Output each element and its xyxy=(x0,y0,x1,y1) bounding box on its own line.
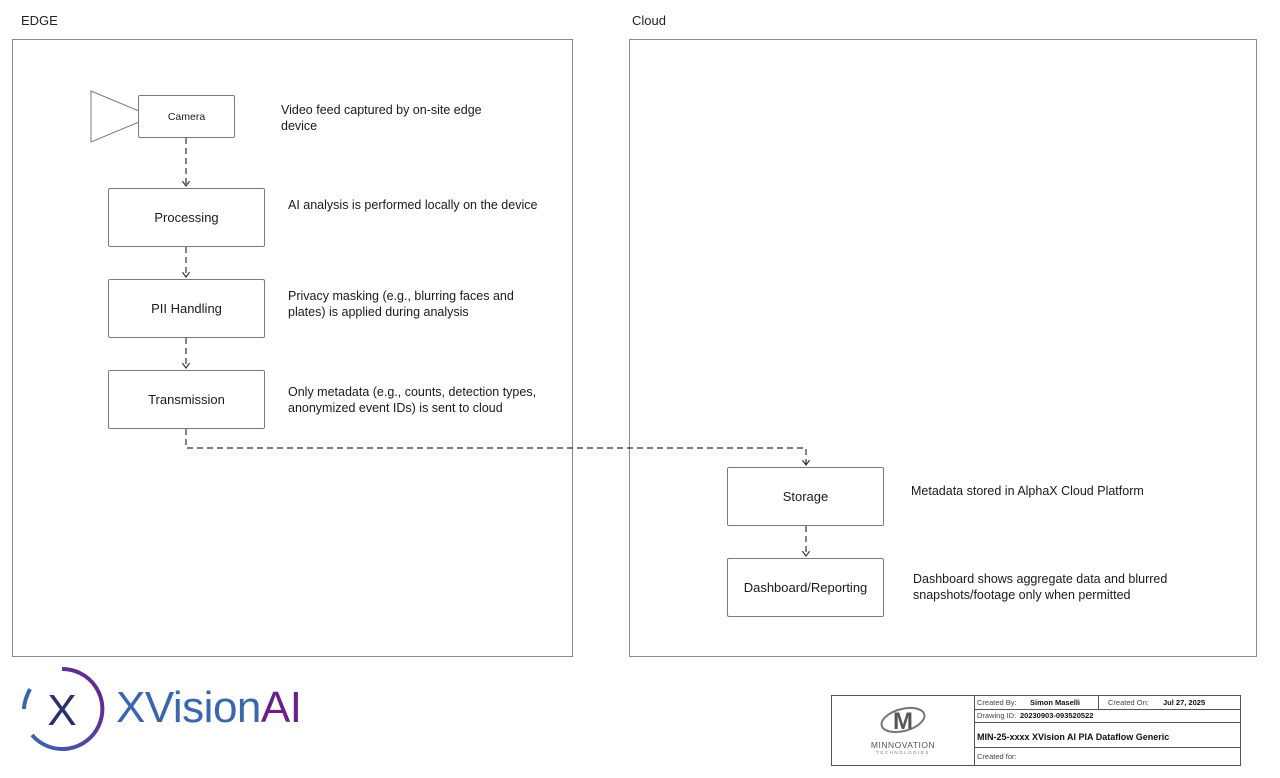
xvision-mark-icon xyxy=(16,663,108,755)
xvision-wordmark: XVisionAI xyxy=(116,683,302,732)
title-block xyxy=(831,695,1241,766)
xvision-logo xyxy=(16,663,356,755)
title-block-row-created xyxy=(974,696,1240,710)
drawing-id-label: Drawing ID: xyxy=(977,711,1017,720)
processing-description: AI analysis is performed locally on the device xyxy=(288,198,538,212)
edge-zone-label: EDGE xyxy=(21,13,58,28)
transmission-node[interactable] xyxy=(108,370,265,429)
camera-node-label: Camera xyxy=(167,110,206,123)
camera-node[interactable] xyxy=(138,95,235,138)
title-block-row-drawing xyxy=(974,709,1240,723)
title-block-row-created-for xyxy=(974,747,1240,765)
company-name: MINNOVATION xyxy=(870,740,936,750)
processing-node-label: Processing xyxy=(154,210,219,225)
dashboard-reporting-node[interactable] xyxy=(727,558,884,617)
xvision-mark-letter: X xyxy=(47,686,77,735)
minnovation-logo-icon xyxy=(878,704,928,736)
drawing-id-value: 20230903-093520522 xyxy=(1020,711,1094,720)
transmission-description: Only metadata (e.g., counts, detection types, anonymized event IDs) is sent to cloud xyxy=(288,385,537,415)
dashboard-reporting-node-label: Dashboard/Reporting xyxy=(743,580,868,595)
drawing-title: MIN-25-xxxx XVision AI PIA Dataflow Generic xyxy=(977,732,1170,742)
created-on-label: Created On: xyxy=(1108,698,1149,707)
title-block-row-title xyxy=(974,722,1240,748)
storage-node-label: Storage xyxy=(782,489,829,504)
storage-description: Metadata stored in AlphaX Cloud Platform xyxy=(911,484,1144,498)
transmission-node-label: Transmission xyxy=(148,392,225,407)
created-for-label: Created for: xyxy=(977,752,1017,761)
pii-handling-description: Privacy masking (e.g., blurring faces and plates) is applied during analysis xyxy=(288,289,514,319)
created-by-value: Simon Maselli xyxy=(1030,698,1081,707)
processing-node[interactable] xyxy=(108,188,265,247)
minnovation-logo-letter: M xyxy=(893,708,913,735)
storage-node[interactable] xyxy=(727,467,884,526)
dashboard-reporting-description: Dashboard shows aggregate data and blurred snapshots/footage only when permitted xyxy=(913,572,1168,602)
title-block-divider xyxy=(1098,696,1099,709)
pii-handling-node-label: PII Handling xyxy=(151,301,222,316)
camera-lens-icon xyxy=(91,91,139,142)
title-block-logo-cell xyxy=(832,696,975,765)
created-by-label: Created By: xyxy=(977,698,1017,707)
connector-transmission-storage xyxy=(186,429,806,465)
pii-handling-node[interactable] xyxy=(108,279,265,338)
company-subtitle: TECHNOLOGIES xyxy=(876,750,930,755)
camera-description: Video feed captured by on-site edge device xyxy=(281,103,482,133)
cloud-zone-label: Cloud xyxy=(632,13,666,28)
created-on-value: Jul 27, 2025 xyxy=(1163,698,1206,707)
